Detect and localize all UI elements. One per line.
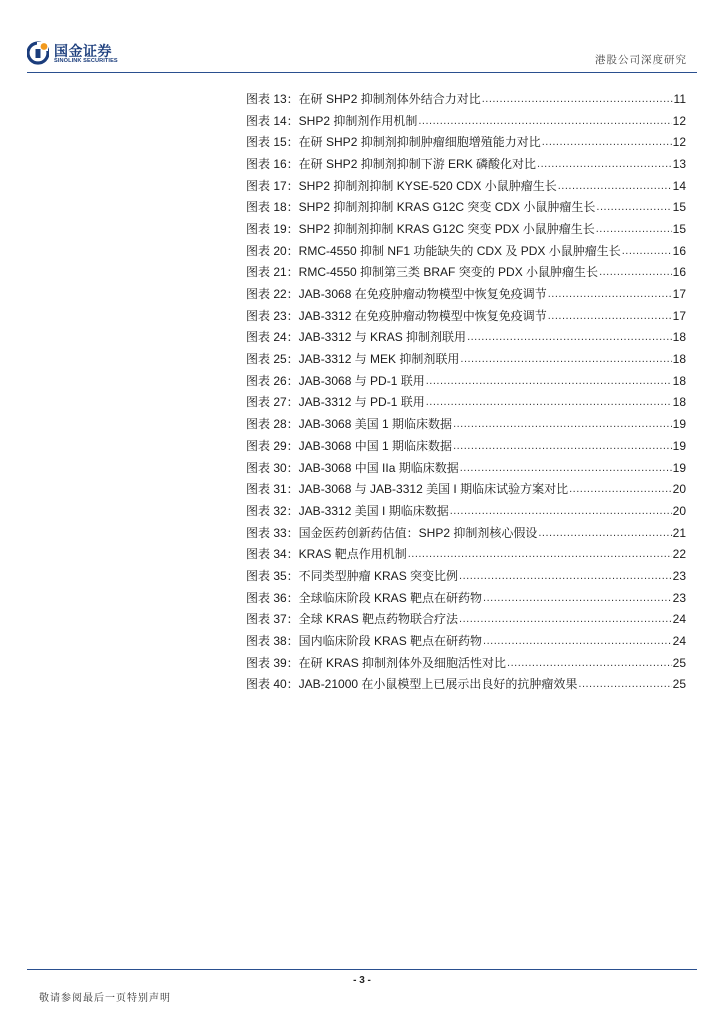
toc-entry-page: 21 — [672, 525, 686, 540]
toc-entry-page: 12 — [672, 113, 686, 128]
toc-entry[interactable] — [246, 218, 686, 240]
toc-dot-leader — [418, 114, 671, 128]
toc-entry[interactable] — [246, 543, 686, 565]
toc-entry[interactable] — [246, 348, 686, 370]
toc-entry-title: 图表 33：国金医药创新药估值：SHP2 抑制剂核心假设 — [246, 525, 538, 540]
toc-entry[interactable] — [246, 370, 686, 392]
toc-entry[interactable] — [246, 413, 686, 435]
toc-entry-page: 24 — [672, 634, 686, 649]
toc-entry[interactable] — [246, 609, 686, 631]
toc-entry[interactable] — [246, 305, 686, 327]
toc-dot-leader — [507, 656, 672, 670]
toc-dot-leader — [460, 352, 671, 366]
company-logo — [27, 41, 137, 69]
toc-dot-leader — [596, 200, 671, 214]
toc-entry-page: 16 — [672, 265, 686, 280]
toc-entry-title: 图表 14：SHP2 抑制剂作用机制 — [246, 113, 418, 128]
toc-entry-title: 图表 17：SHP2 抑制剂抑制 KYSE-520 CDX 小鼠肿瘤生长 — [246, 178, 557, 193]
toc-entry[interactable] — [246, 131, 686, 153]
toc-dot-leader — [599, 265, 672, 279]
toc-entry[interactable] — [246, 435, 686, 457]
toc-dot-leader — [483, 634, 672, 648]
toc-entry-page: 18 — [672, 395, 686, 410]
toc-entry-page: 25 — [672, 677, 686, 692]
toc-dot-leader — [467, 330, 672, 344]
toc-entry-title: 图表 25：JAB-3312 与 MEK 抑制剂联用 — [246, 352, 460, 367]
toc-entry[interactable] — [246, 153, 686, 175]
toc-entry[interactable] — [246, 674, 686, 696]
toc-entry[interactable] — [246, 175, 686, 197]
toc-dot-leader — [558, 179, 672, 193]
toc-entry[interactable] — [246, 196, 686, 218]
toc-entry[interactable] — [246, 652, 686, 674]
toc-entry-page: 19 — [672, 438, 686, 453]
toc-entry-title: 图表 30：JAB-3068 中国 IIa 期临床数据 — [246, 460, 459, 475]
toc-entry-page: 17 — [672, 287, 686, 302]
toc-entry-page: 24 — [672, 612, 686, 627]
toc-entry-title: 图表 24：JAB-3312 与 KRAS 抑制剂联用 — [246, 330, 467, 345]
toc-entry-title: 图表 40：JAB-21000 在小鼠模型上已展示出良好的抗肿瘤效果 — [246, 677, 578, 692]
toc-entry-title: 图表 37：全球 KRAS 靶点药物联合疗法 — [246, 612, 459, 627]
toc-entry-page: 20 — [672, 503, 686, 518]
toc-entry-title: 图表 39：在研 KRAS 抑制剂体外及细胞活性对比 — [246, 655, 507, 670]
toc-dot-leader — [548, 309, 672, 323]
toc-dot-leader — [596, 222, 672, 236]
toc-entry[interactable] — [246, 587, 686, 609]
sinolink-logo-icon — [27, 41, 49, 65]
toc-entry-page: 19 — [672, 460, 686, 475]
page-header — [0, 0, 724, 80]
toc-dot-leader — [426, 395, 672, 409]
toc-entry-page: 20 — [672, 482, 686, 497]
toc-entry[interactable] — [246, 522, 686, 544]
toc-dot-leader — [537, 157, 672, 171]
toc-dot-leader — [459, 569, 672, 583]
toc-entry-page: 17 — [672, 308, 686, 323]
toc-entry-page: 12 — [672, 135, 686, 150]
toc-entry[interactable] — [246, 565, 686, 587]
toc-entry-page: 23 — [672, 568, 686, 583]
toc-entry-title: 图表 20：RMC-4550 抑制 NF1 功能缺失的 CDX 及 PDX 小鼠肿瘤生长 — [246, 243, 621, 258]
toc-entry-title: 图表 15：在研 SHP2 抑制剂抑制肿瘤细胞增殖能力对比 — [246, 135, 541, 150]
toc-dot-leader — [569, 482, 672, 496]
toc-entry-title: 图表 16：在研 SHP2 抑制剂抑制下游 ERK 磷酸化对比 — [246, 156, 537, 171]
figure-list — [246, 88, 686, 695]
toc-entry-title: 图表 36：全球临床阶段 KRAS 靶点在研药物 — [246, 590, 483, 605]
toc-dot-leader — [622, 244, 672, 258]
logo-chinese-name: 国金证券 — [54, 43, 112, 59]
toc-entry[interactable] — [246, 283, 686, 305]
toc-entry[interactable] — [246, 457, 686, 479]
toc-entry[interactable] — [246, 630, 686, 652]
header-divider — [27, 72, 697, 73]
toc-dot-leader — [460, 461, 672, 475]
toc-entry-page: 18 — [672, 373, 686, 388]
toc-entry[interactable] — [246, 88, 686, 110]
toc-entry-title: 图表 32：JAB-3312 美国 I 期临床数据 — [246, 503, 449, 518]
disclaimer-note: 敬请参阅最后一页特别声明 — [39, 993, 171, 1004]
toc-entry-title: 图表 29：JAB-3068 中国 1 期临床数据 — [246, 438, 453, 453]
toc-entry[interactable] — [246, 500, 686, 522]
toc-entry-title: 图表 19：SHP2 抑制剂抑制 KRAS G12C 突变 PDX 小鼠肿瘤生长 — [246, 221, 595, 236]
toc-entry-page: 25 — [672, 655, 686, 670]
toc-entry-title: 图表 34：KRAS 靶点作用机制 — [246, 547, 407, 562]
footer-divider — [27, 969, 697, 970]
toc-entry-page: 23 — [672, 590, 686, 605]
toc-entry[interactable] — [246, 240, 686, 262]
toc-dot-leader — [459, 612, 672, 626]
toc-entry-title: 图表 27：JAB-3312 与 PD-1 联用 — [246, 395, 425, 410]
toc-dot-leader — [426, 374, 672, 388]
toc-entry-page: 18 — [672, 352, 686, 367]
toc-dot-leader — [548, 287, 672, 301]
toc-dot-leader — [483, 591, 672, 605]
toc-entry-title: 图表 26：JAB-3068 与 PD-1 联用 — [246, 373, 425, 388]
toc-entry[interactable] — [246, 110, 686, 132]
toc-dot-leader — [408, 547, 672, 561]
logo-english-name: SINOLINK SECURITIES — [54, 58, 118, 64]
toc-dot-leader — [450, 504, 672, 518]
toc-dot-leader — [578, 677, 671, 691]
toc-entry-page: 19 — [672, 417, 686, 432]
toc-entry-title: 图表 23：JAB-3312 在免疫肿瘤动物模型中恢复免疫调节 — [246, 308, 547, 323]
toc-entry-page: 15 — [672, 200, 686, 215]
toc-entry-title: 图表 22：JAB-3068 在免疫肿瘤动物模型中恢复免疫调节 — [246, 287, 547, 302]
page-number: - 3 - — [353, 975, 371, 986]
toc-entry-title: 图表 21：RMC-4550 抑制第三类 BRAF 突变的 PDX 小鼠肿瘤生长 — [246, 265, 599, 280]
toc-dot-leader — [538, 526, 671, 540]
toc-dot-leader — [482, 92, 673, 106]
toc-entry[interactable] — [246, 262, 686, 284]
toc-entry-page: 13 — [672, 156, 686, 171]
toc-entry-title: 图表 28：JAB-3068 美国 1 期临床数据 — [246, 417, 453, 432]
toc-entry-title: 图表 13：在研 SHP2 抑制剂体外结合力对比 — [246, 91, 481, 106]
toc-entry-page: 11 — [673, 91, 686, 106]
toc-entry-page: 14 — [672, 178, 686, 193]
toc-entry[interactable] — [246, 327, 686, 349]
toc-entry-title: 图表 31：JAB-3068 与 JAB-3312 美国 I 期临床试验方案对比 — [246, 482, 569, 497]
toc-entry-page: 22 — [672, 547, 686, 562]
toc-entry[interactable] — [246, 478, 686, 500]
toc-entry-page: 16 — [672, 243, 686, 258]
toc-entry-page: 15 — [672, 221, 686, 236]
toc-entry-title: 图表 38：国内临床阶段 KRAS 靶点在研药物 — [246, 634, 483, 649]
toc-dot-leader — [453, 417, 672, 431]
toc-entry-title: 图表 35：不同类型肿瘤 KRAS 突变比例 — [246, 568, 459, 583]
toc-entry[interactable] — [246, 392, 686, 414]
toc-dot-leader — [453, 439, 672, 453]
toc-entry-title: 图表 18：SHP2 抑制剂抑制 KRAS G12C 突变 CDX 小鼠肿瘤生长 — [246, 200, 596, 215]
toc-dot-leader — [542, 135, 672, 149]
report-type-label: 港股公司深度研究 — [595, 54, 687, 66]
toc-entry-page: 18 — [672, 330, 686, 345]
